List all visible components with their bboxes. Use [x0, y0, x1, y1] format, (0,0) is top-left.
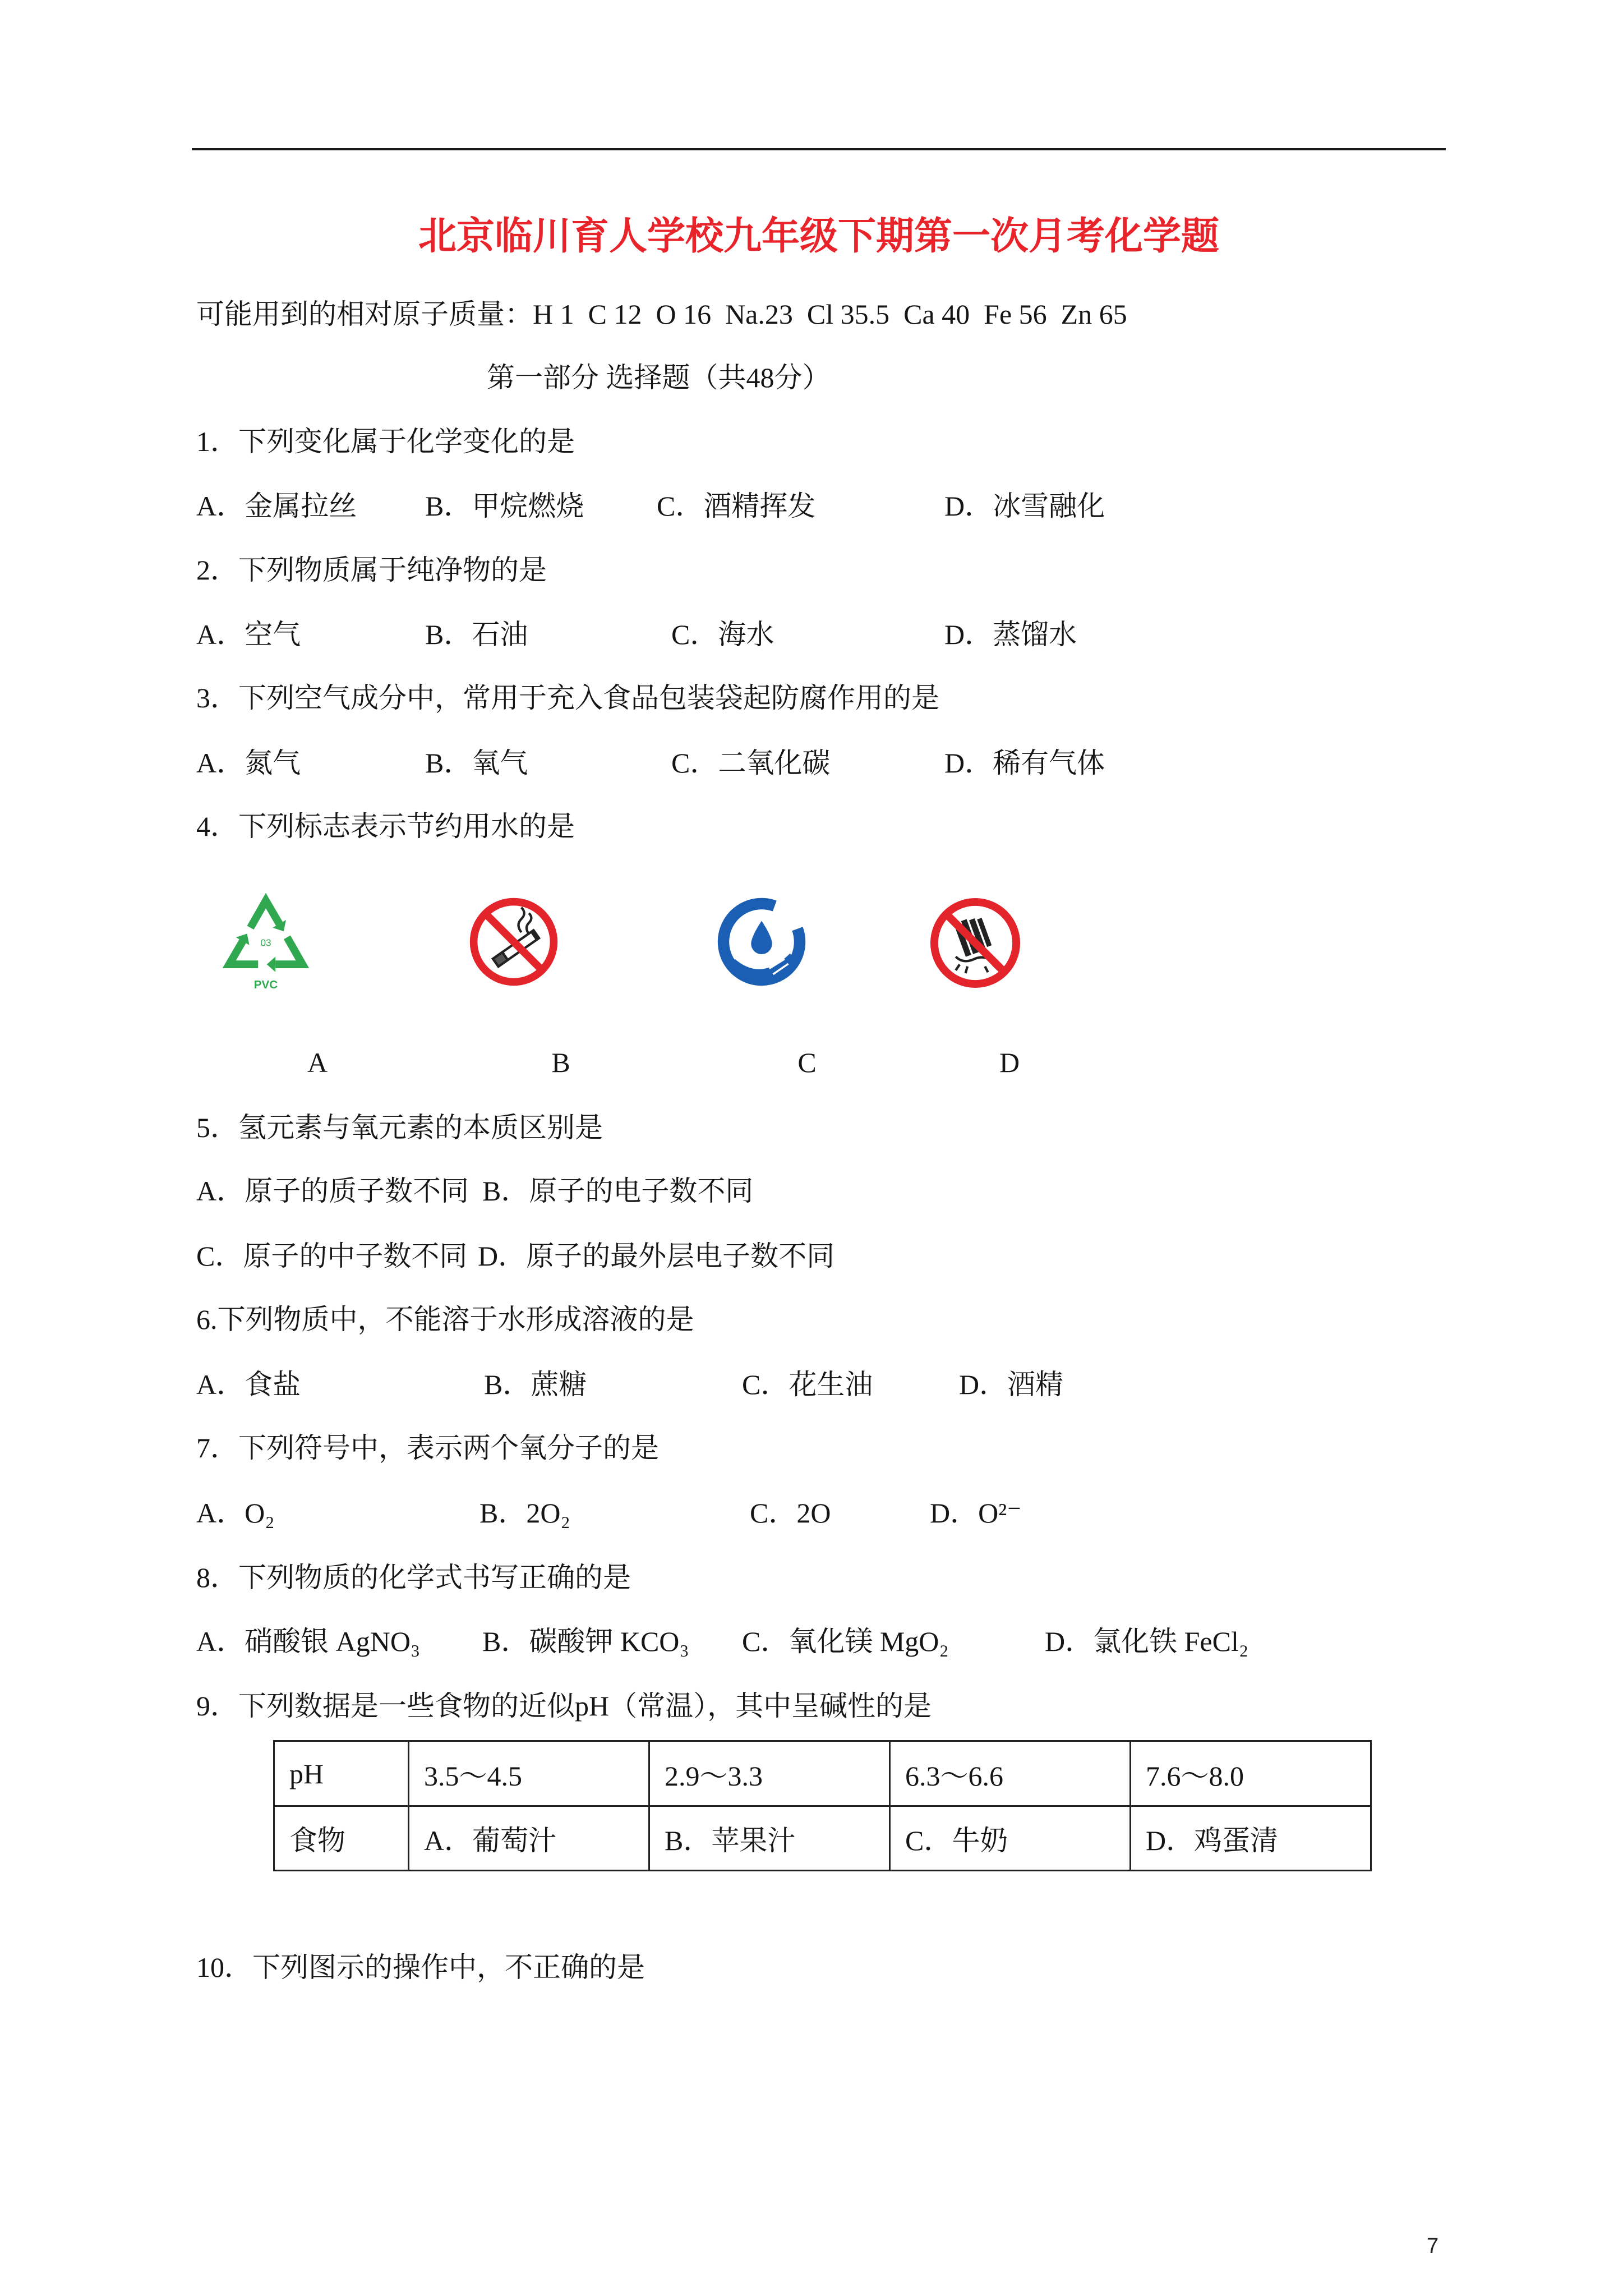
- table-row: [274, 1741, 1371, 1806]
- table-cell: 7.6～8.0: [1131, 1741, 1371, 1806]
- question-6-option-b: B．蔗糖: [484, 1369, 587, 1400]
- question-6-option-d: D．酒精: [959, 1369, 1064, 1400]
- question-1-option-a: A．金属拉丝: [196, 490, 357, 522]
- table-cell: B．苹果汁: [649, 1806, 890, 1871]
- question-3-option-a: A．氮气: [196, 747, 301, 779]
- question-1-option-b: B．甲烷燃烧: [425, 490, 584, 522]
- section-heading: 第一部分 选择题（共48分）: [487, 362, 831, 393]
- no-smoking-icon: [466, 894, 561, 990]
- recycling-pvc-icon: [218, 891, 314, 997]
- question-2-option-b: B．石油: [425, 619, 528, 650]
- question-3-option-b: B．氧气: [425, 747, 528, 779]
- question-10-stem: 10．下列图示的操作中，不正确的是: [196, 1952, 645, 1983]
- no-fireworks-icon: [926, 894, 1024, 992]
- question-9-stem: 9．下列数据是一些食物的近似pH（常温），其中呈碱性的是: [196, 1690, 932, 1722]
- question-6-stem: 6.下列物质中，不能溶于水形成溶液的是: [196, 1304, 694, 1335]
- table-cell: 食物: [274, 1806, 409, 1871]
- table-cell: A．葡萄汁: [409, 1806, 649, 1871]
- table-cell: D．鸡蛋清: [1131, 1806, 1371, 1871]
- page-number: 7: [1427, 2234, 1439, 2258]
- question-2-option-c: C．海水: [671, 619, 774, 650]
- table-cell: 6.3～6.6: [890, 1741, 1131, 1806]
- question-7-stem: 7．下列符号中，表示两个氧分子的是: [196, 1432, 659, 1464]
- image-label-d: D: [999, 1047, 1020, 1078]
- header-rule: [192, 148, 1446, 150]
- question-8-option-a: A．硝酸银 AgNO₃: [196, 1626, 421, 1657]
- recycle-material: PVC: [253, 978, 278, 992]
- question-2-option-a: A．空气: [196, 619, 301, 650]
- question-8-stem: 8．下列物质的化学式书写正确的是: [196, 1562, 631, 1593]
- question-4-stem: 4．下列标志表示节约用水的是: [196, 811, 575, 842]
- question-1-option-c: C．酒精挥发: [657, 490, 816, 522]
- question-7-option-d: D．O²⁻: [930, 1497, 1022, 1529]
- table-cell: pH: [274, 1741, 409, 1806]
- question-8-option-d: D．氯化铁 FeCl₂: [1045, 1626, 1249, 1657]
- table-cell: 3.5～4.5: [409, 1741, 649, 1806]
- question-5-option-c: C．原子的中子数不同: [196, 1240, 468, 1272]
- question-6-option-c: C．花生油: [742, 1369, 873, 1400]
- atomic-masses-line: 可能用到的相对原子质量：H 1 C 12 O 16 Na.23 Cl 35.5 Ca 40 Fe 56 Zn 65: [196, 298, 1127, 330]
- question-5-stem: 5．氢元素与氧元素的本质区别是: [196, 1112, 603, 1143]
- question-2-stem: 2．下列物质属于纯净物的是: [196, 554, 547, 586]
- water-saving-icon: [714, 894, 809, 990]
- page-title: 北京临川育人学校九年级下期第一次月考化学题: [418, 215, 1219, 257]
- question-3-option-c: C．二氧化碳: [671, 747, 831, 779]
- question-7-option-b: B．2O₂: [479, 1497, 570, 1529]
- question-3-option-d: D．稀有气体: [944, 747, 1105, 779]
- question-5-option-b: B．原子的电子数不同: [482, 1175, 754, 1207]
- question-1-stem: 1．下列变化属于化学变化的是: [196, 426, 575, 457]
- table-row: [274, 1806, 1371, 1871]
- question-6-option-a: A．食盐: [196, 1369, 301, 1400]
- image-label-b: B: [551, 1047, 570, 1078]
- question-8-option-c: C．氧化镁 MgO₂: [742, 1626, 949, 1657]
- image-label-a: A: [307, 1047, 328, 1078]
- question-5-option-a: A．原子的质子数不同: [196, 1175, 469, 1207]
- recycle-code: 03: [260, 937, 271, 949]
- question-1-option-d: D．冰雪融化: [944, 490, 1105, 522]
- ph-table: [273, 1740, 1372, 1871]
- question-8-option-b: B．碳酸钾 KCO₃: [482, 1626, 689, 1657]
- image-label-c: C: [797, 1047, 817, 1078]
- question-5-option-d: D．原子的最外层电子数不同: [478, 1240, 835, 1272]
- question-7-option-c: C．2O: [750, 1497, 831, 1529]
- table-cell: C．牛奶: [890, 1806, 1131, 1871]
- question-2-option-d: D．蒸馏水: [944, 619, 1077, 650]
- table-cell: 2.9～3.3: [649, 1741, 890, 1806]
- question-3-stem: 3．下列空气成分中，常用于充入食品包装袋起防腐作用的是: [196, 682, 939, 714]
- question-7-option-a: A．O₂: [196, 1497, 275, 1529]
